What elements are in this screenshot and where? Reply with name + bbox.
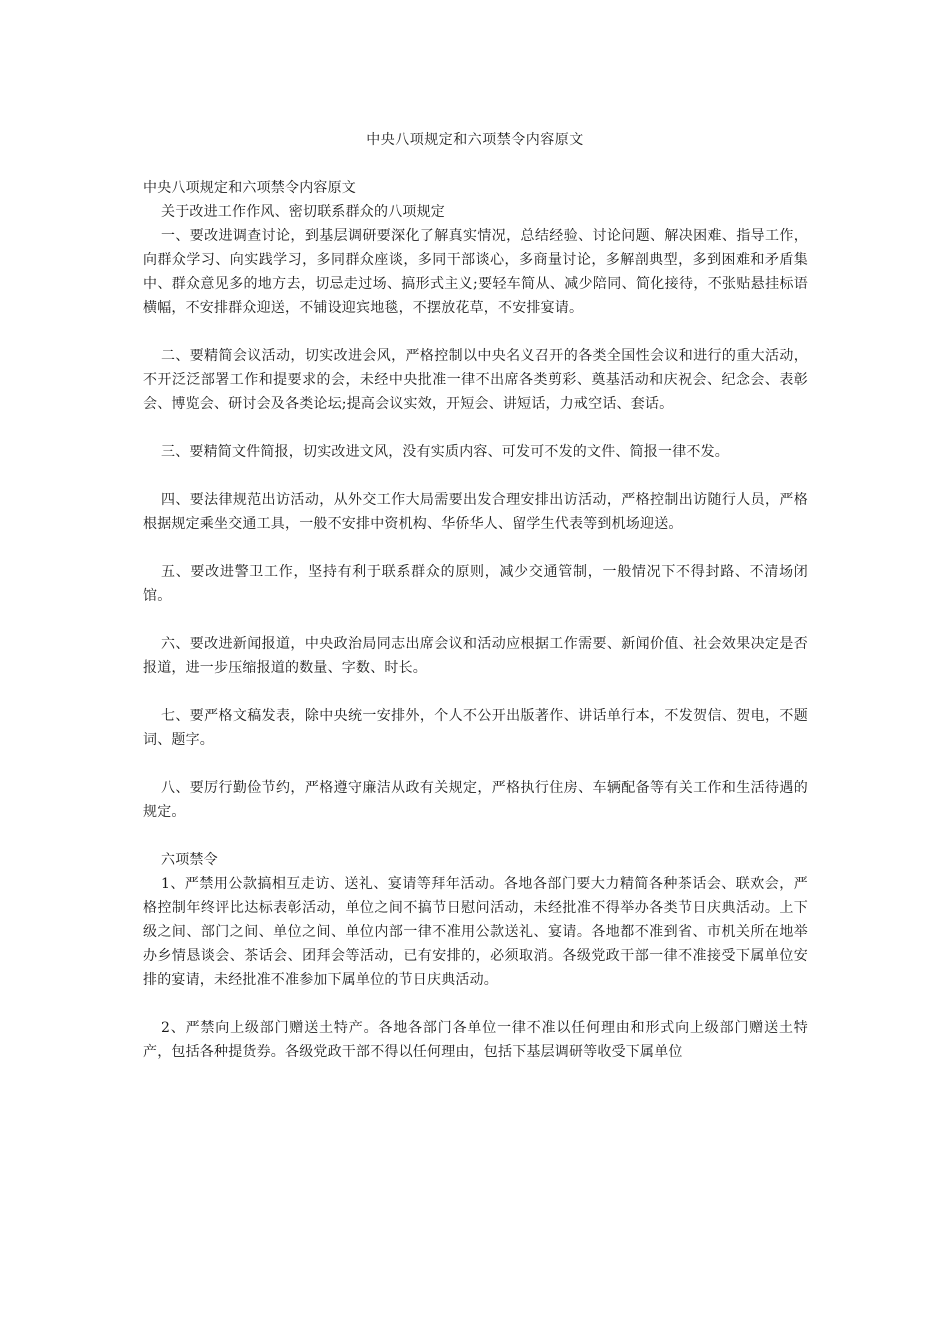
eight-rule-5: 五、要改进警卫工作，坚持有利于联系群众的原则，减少交通管制，一般情况下不得封路、不清场闭馆。 [143,564,808,604]
six-ban-2: 2、严禁向上级部门赠送土特产。各地各部门各单位一律不准以任何理由和形式向上级部门赠送土特产，包括各种提货券。各级党政干部不得以任何理由，包括下基层调研等收受下属单位 [143,1020,808,1060]
eight-rule-8: 八、要厉行勤俭节约，严格遵守廉洁从政有关规定，严格执行住房、车辆配备等有关工作和生活待遇的规定。 [143,780,808,820]
eight-rule-4: 四、要法律规范出访活动，从外交工作大局需要出发合理安排出访活动，严格控制出访随行人员，严格根据规定乘坐交通工具，一般不安排中资机构、华侨华人、留学生代表等到机场迎送。 [143,492,808,532]
eight-rule-2: 二、要精简会议活动，切实改进会风，严格控制以中央名义召开的各类全国性会议和进行的重大活动，不开泛泛部署工作和提要求的会，未经中央批准一律不出席各类剪彩、奠基活动和庆祝会、纪念会、表彰会、博览会、研讨会及各类论坛;提高会议实效，开短会、讲短话，力戒空话、套话。 [143,348,808,412]
document-title: 中央八项规定和六项禁令内容原文 [366,132,584,148]
eight-rule-7: 七、要严格文稿发表，除中央统一安排外，个人不公开出版著作、讲话单行本，不发贺信、贺电，不题词、题字。 [143,708,808,748]
six-bans-heading: 六项禁令 [161,852,218,868]
eight-rule-3: 三、要精简文件简报，切实改进文风，没有实质内容、可发可不发的文件、简报一律不发。 [161,444,729,460]
document-body [143,176,808,1064]
six-ban-1: 1、严禁用公款搞相互走访、送礼、宴请等拜年活动。各地各部门要大力精简各种茶话会、联欢会，严格控制年终评比达标表彰活动，单位之间不搞节日慰问活动，未经批准不得举办各类节日庆典活动。上下级之间、部门之间、单位之间、单位内部一律不准用公款送礼、宴请。各地都不准到省、市机关所在地举办乡情恳谈会、茶话会、团拜会等活动，已有安排的，必须取消。各级党政干部一律不准接受下属单位安排的宴请，未经批准不准参加下属单位的节日庆典活动。 [143,876,808,988]
eight-rule-6: 六、要改进新闻报道，中央政治局同志出席会议和活动应根据工作需要、新闻价值、社会效果决定是否报道，进一步压缩报道的数量、字数、时长。 [143,636,808,676]
document-subtitle: 中央八项规定和六项禁令内容原文 [143,180,356,196]
eight-rules-heading: 关于改进工作作风、密切联系群众的八项规定 [161,204,445,220]
eight-rule-1: 一、要改进调查讨论，到基层调研要深化了解真实情况，总结经验、讨论问题、解决困难、指导工作，向群众学习、向实践学习，多同群众座谈，多同干部谈心，多商量讨论，多解剖典型，多到困难和矛盾集中、群众意见多的地方去，切忌走过场、搞形式主义;要轻车简从、减少陪同、简化接待，不张贴悬挂标语横幅，不安排群众迎送，不铺设迎宾地毯，不摆放花草，不安排宴请。 [143,228,808,316]
